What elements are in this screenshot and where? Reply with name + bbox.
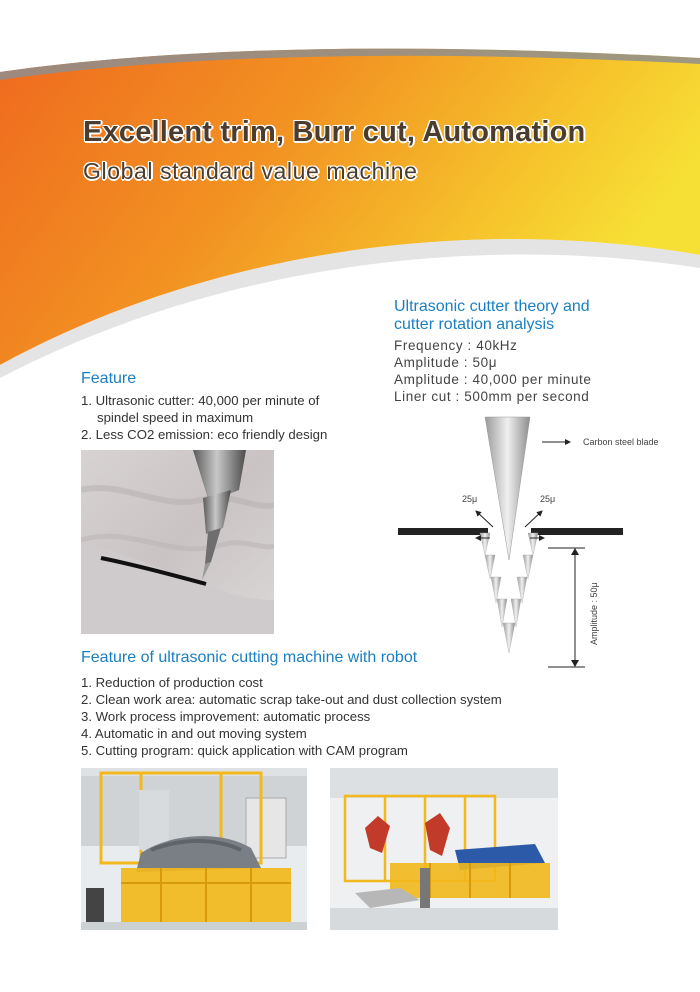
robot-item: 5. Cutting program: quick application with CAM program bbox=[81, 743, 408, 758]
feature-item: 2. Less CO2 emission: eco friendly design bbox=[81, 427, 328, 442]
robot-item: 1. Reduction of production cost bbox=[81, 675, 263, 690]
feature-item: 1. Ultrasonic cutter: 40,000 per minute of bbox=[81, 393, 320, 408]
page-title: Excellent trim, Burr cut, Automation bbox=[83, 116, 586, 148]
feature-heading: Feature bbox=[81, 370, 137, 387]
left-amplitude-label: 25μ bbox=[462, 494, 478, 504]
workpiece-bar-left bbox=[398, 528, 488, 535]
spec-liner-cut: Liner cut : 500mm per second bbox=[394, 389, 590, 404]
robot-item: 2. Clean work area: automatic scrap take-out and dust collection system bbox=[81, 692, 502, 707]
machine-photo-1 bbox=[81, 768, 307, 930]
workpiece-bar-right bbox=[531, 528, 623, 535]
spec-amplitude: Amplitude : 50μ bbox=[394, 355, 498, 370]
machine-photo-2 bbox=[330, 768, 558, 930]
page-subtitle: Global standard value machine bbox=[83, 158, 418, 184]
orange-banner bbox=[0, 0, 700, 380]
theory-heading-line1: Ultrasonic cutter theory and bbox=[394, 298, 590, 315]
cutter-diagram bbox=[390, 405, 685, 670]
robot-item: 4. Automatic in and out moving system bbox=[81, 726, 307, 741]
spec-frequency: Frequency : 40kHz bbox=[394, 338, 518, 353]
robot-heading: Feature of ultrasonic cutting machine with robot bbox=[81, 649, 418, 666]
blade-shape bbox=[485, 417, 530, 560]
spec-amplitude-rate: Amplitude : 40,000 per minute bbox=[394, 372, 592, 387]
right-amplitude-label: 25μ bbox=[540, 494, 556, 504]
theory-heading-line2: cutter rotation analysis bbox=[394, 316, 555, 333]
blade-label: Carbon steel blade bbox=[583, 437, 659, 447]
vertical-amplitude-label: Amplitude : 50μ bbox=[589, 582, 599, 645]
feature-item: spindel speed in maximum bbox=[97, 410, 254, 425]
robot-item: 3. Work process improvement: automatic process bbox=[81, 709, 371, 724]
cutter-photo bbox=[81, 450, 274, 634]
